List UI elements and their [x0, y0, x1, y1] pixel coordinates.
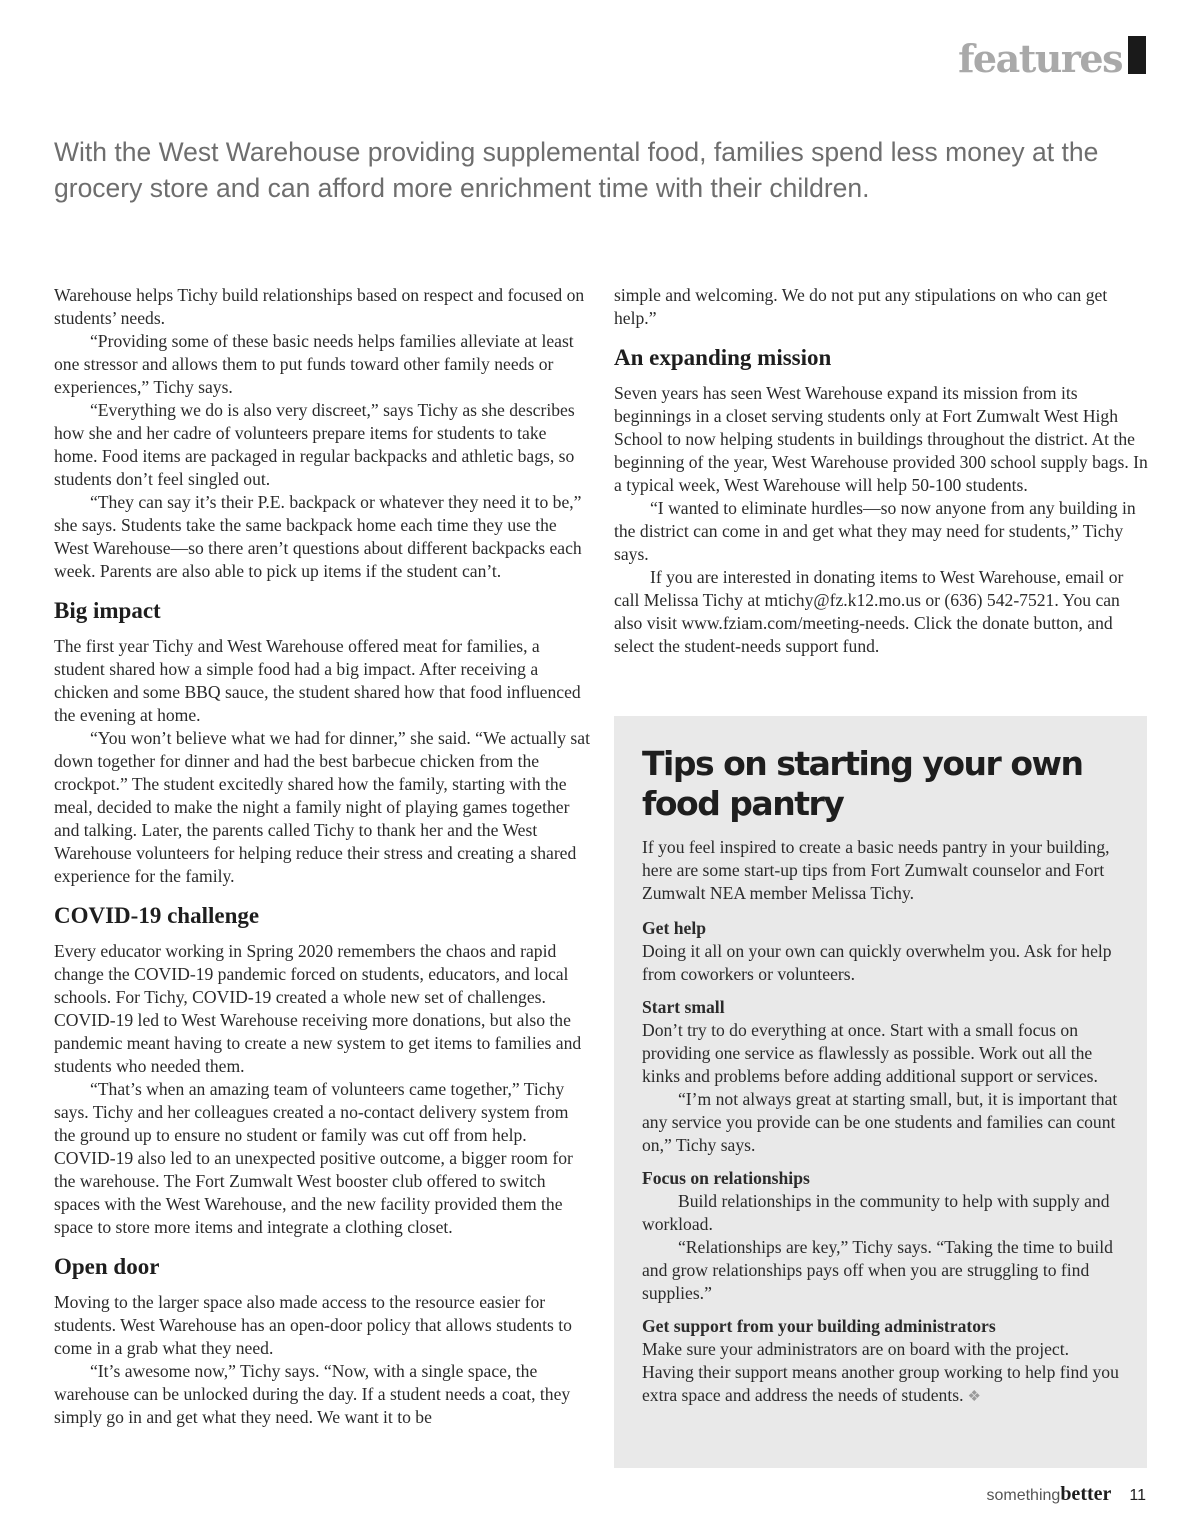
paragraph: “They can say it’s their P.E. backpack or whatever they need it to be,” she says. Students take the same backpack home each time they use the West Warehouse—so there aren’t questions about different backpacks each week. Parents are also able to pick up items if the student can’t.: [54, 492, 582, 581]
pull-quote: [54, 134, 1144, 206]
end-mark-icon: ❖: [967, 1389, 981, 1405]
paragraph: simple and welcoming. We do not put any stipulations on who can get help.”: [614, 285, 1108, 328]
tip-heading: Get help: [642, 918, 707, 938]
paragraph: “Everything we do is also very discreet,” says Tichy as she describes how she and her cadre of volunteers prepare items for students to take home. Food items are packaged in regular backpacks and athletic bags, so students don’t feel singled out.: [54, 400, 575, 489]
tip-quote: “I’m not always great at starting small, but, it is important that any service you provide can be one students and families can count on,” Tichy says.: [642, 1089, 1118, 1155]
heading-covid-challenge: COVID-19 challenge: [54, 903, 260, 928]
section-header: [958, 36, 1146, 82]
left-column: [54, 284, 590, 1429]
paragraph: “It’s awesome now,” Tichy says. “Now, with a single space, the warehouse can be unlocked during the day. If a student needs a coat, they simply go in and get what they need. We want it to be: [54, 1361, 571, 1427]
heading-big-impact: Big impact: [54, 598, 161, 623]
paragraph: “I wanted to eliminate hurdles—so now anyone from any building in the district can come in and get what they may need for students,” Tichy says.: [614, 498, 1136, 564]
page-footer: [986, 1483, 1146, 1506]
paragraph: If you are interested in donating items to West Warehouse, email or call Melissa Tichy at mtichy@fz.k12.mo.us or (636) 542-7521. You can also visit www.fziam.com/meeting-needs. Click the donate button, and select the student-needs support fund.: [614, 567, 1124, 656]
tip-body: [642, 1338, 1123, 1409]
right-column: [614, 284, 1148, 658]
tip-heading: Get support from your building administrators: [642, 1316, 996, 1336]
page-number: 11: [1129, 1487, 1146, 1504]
tip-body: Build relationships in the community to help with supply and workload.: [642, 1191, 1110, 1234]
paragraph: “You won’t believe what we had for dinner,” she said. “We actually sat down together for dinner and had the best barbecue chicken from the crockpot.” The student excitedly shared how the family, starting with the meal, decided to make the night a family night of playing games together and talking. Later, the parents called Tichy to thank her and the West Warehouse volunteers for helping reduce their stress and creating a shared experience for the family.: [54, 728, 590, 886]
paragraph: Seven years has seen West Warehouse expand its mission from its beginnings in a closet serving students only at Fort Zumwalt West High School to now helping students in buildings throughout the district. At the beginning of the year, West Warehouse provided 300 school supply bags. In a typical week, West Warehouse will help 50-100 students.: [614, 383, 1148, 495]
tips-sidebar: [614, 716, 1147, 1468]
pull-quote-text: With the West Warehouse providing supplemental food, families spend less money at the grocery store and can afford more enrichment time with their children.: [54, 137, 1099, 203]
sidebar-intro: If you feel inspired to create a basic needs pantry in your building, here are some start-up tips from Fort Zumwalt counselor and Fort Zumwalt NEA member Melissa Tichy.: [642, 837, 1110, 903]
tip-body: Doing it all on your own can quickly overwhelm you. Ask for help from coworkers or volunteers.: [642, 941, 1112, 984]
paragraph: “That’s when an amazing team of volunteers came together,” Tichy says. Tichy and her colleagues created a no-contact delivery system from the ground up to ensure no student or family was cut off from help. COVID-19 also led to an unexpected positive outcome, a bigger room for the warehouse. The Fort Zumwalt West booster club offered to switch spaces with the West Warehouse, and the new facility provided them the space to store more items and integrate a clothing closet.: [54, 1079, 573, 1237]
paragraph: Moving to the larger space also made access to the resource easier for students. West Warehouse has an open-door policy that allows students to come in a grab what they need.: [54, 1292, 572, 1358]
sidebar-title: Tips on starting your own food pantry: [642, 744, 1083, 823]
brand-bold: better: [1060, 1483, 1112, 1505]
brand-light: something: [986, 1487, 1061, 1504]
heading-expanding-mission: An expanding mission: [614, 345, 832, 370]
section-label: features: [958, 36, 1122, 81]
tip-body: Don’t try to do everything at once. Start with a small focus on providing one service as flawlessly as possible. Work out all the kinks and problems before adding additional support or services.: [642, 1020, 1098, 1086]
paragraph: Warehouse helps Tichy build relationships based on respect and focused on students’ needs.: [54, 285, 585, 328]
paragraph: “Providing some of these basic needs helps families alleviate at least one stressor and allows them to put funds toward other family needs or experiences,” Tichy says.: [54, 331, 574, 397]
tip-heading: Start small: [642, 997, 725, 1017]
tip-quote: “Relationships are key,” Tichy says. “Taking the time to build and grow relationships pays off when you are struggling to find supplies.”: [642, 1237, 1113, 1303]
tip-body-text: Make sure your administrators are on board with the project. Having their support means another group working to help find you extra space and address the needs of students.: [642, 1339, 1119, 1405]
section-bar: [1128, 36, 1146, 74]
paragraph: The first year Tichy and West Warehouse offered meat for families, a student shared how a simple food had a big impact. After receiving a chicken and some BBQ sauce, the student shared how that food influenced the evening at home.: [54, 636, 581, 725]
heading-open-door: Open door: [54, 1254, 160, 1279]
tip-heading: Focus on relationships: [642, 1168, 810, 1188]
paragraph: Every educator working in Spring 2020 remembers the chaos and rapid change the COVID-19 pandemic forced on students, educators, and local schools. For Tichy, COVID-19 created a whole new set of challenges. COVID-19 led to West Warehouse receiving more donations, but also the pandemic meant having to create a new system to get items to families and students who needed them.: [54, 941, 582, 1076]
